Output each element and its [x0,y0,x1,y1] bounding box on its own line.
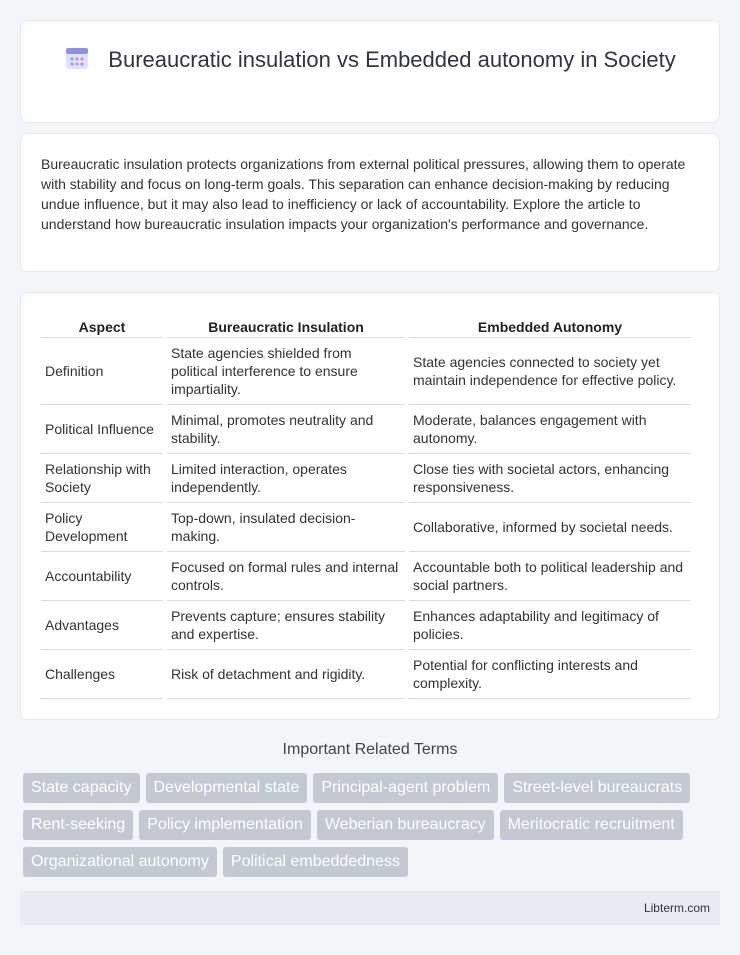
intro-text: Bureaucratic insulation protects organizations from external political pressures, allowing them to operate with stability and focus on long-term goals. This separation can enhance decision-making by reducing undue influence, but it may also lead to inefficiency or lack of accountability. Explore the article to understand how bureaucratic insulation impacts your organization's performance and governance. [41,156,686,232]
footer [20,891,720,925]
table-cell: Definition [41,338,163,405]
tag-political-embeddedness[interactable]: Political embeddedness [223,847,408,877]
table-cell: Close ties with societal actors, enhancing responsiveness. [409,454,691,503]
table-cell: Moderate, balances engagement with autonomy. [409,405,691,454]
table-row [41,503,691,552]
page-title [21,45,719,74]
related-terms-list [23,773,703,877]
header-aspect: Aspect [41,316,163,338]
intro-card [20,133,720,272]
footer-site-link[interactable]: Libterm.com [643,901,710,915]
comparison-table [37,316,695,699]
tag-meritocratic-recruitment[interactable]: Meritocratic recruitment [500,810,683,840]
table-cell: Minimal, promotes neutrality and stability. [167,405,405,454]
tag-weberian-bureaucracy[interactable]: Weberian bureaucracy [317,810,494,840]
table-cell: State agencies shielded from political interference to ensure impartiality. [167,338,405,405]
tag-state-capacity[interactable]: State capacity [23,773,140,803]
tag-developmental-state[interactable]: Developmental state [146,773,308,803]
table-cell: Challenges [41,650,163,699]
table-cell: Policy Development [41,503,163,552]
table-row [41,601,691,650]
table-cell: Prevents capture; ensures stability and expertise. [167,601,405,650]
header-bureaucratic-insulation: Bureaucratic Insulation [167,316,405,338]
table-cell: Collaborative, informed by societal needs. [409,503,691,552]
tag-policy-implementation[interactable]: Policy implementation [139,810,311,840]
table-cell: Focused on formal rules and internal controls. [167,552,405,601]
table-cell: State agencies connected to society yet maintain independence for effective policy. [409,338,691,405]
table-row [41,405,691,454]
table-cell: Relationship with Society [41,454,163,503]
comparison-table-card [20,292,720,720]
table-cell: Accountable both to political leadership and social partners. [409,552,691,601]
tag-rent-seeking[interactable]: Rent-seeking [23,810,133,840]
title-card [20,20,720,123]
table-row [41,552,691,601]
table-cell: Political Influence [41,405,163,454]
table-cell: Enhances adaptability and legitimacy of policies. [409,601,691,650]
title-text: Bureaucratic insulation vs Embedded autonomy in Society [108,47,676,72]
table-cell: Top-down, insulated decision-making. [167,503,405,552]
table-row [41,454,691,503]
tag-organizational-autonomy[interactable]: Organizational autonomy [23,847,217,877]
related-terms-title: Important Related Terms [282,741,458,758]
table-cell: Potential for conflicting interests and complexity. [409,650,691,699]
tag-principal-agent-problem[interactable]: Principal-agent problem [313,773,498,803]
calendar-icon [64,45,90,71]
tag-street-level-bureaucrats[interactable]: Street-level bureaucrats [504,773,690,803]
table-cell: Advantages [41,601,163,650]
table-cell: Accountability [41,552,163,601]
table-header-row [41,316,691,338]
table-cell: Risk of detachment and rigidity. [167,650,405,699]
table-cell: Limited interaction, operates independently. [167,454,405,503]
table-row [41,338,691,405]
header-embedded-autonomy: Embedded Autonomy [409,316,691,338]
table-row [41,650,691,699]
